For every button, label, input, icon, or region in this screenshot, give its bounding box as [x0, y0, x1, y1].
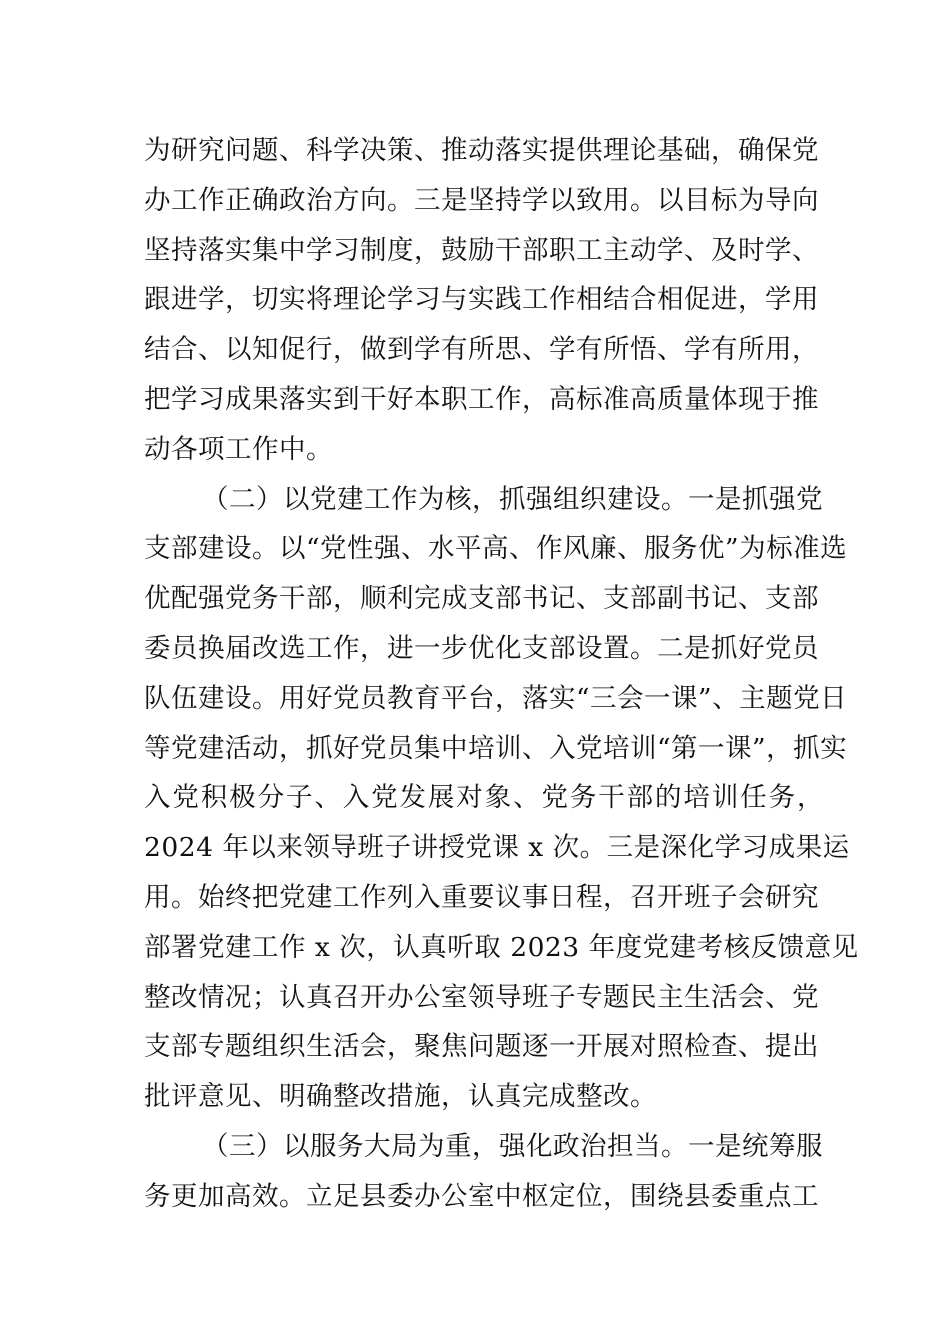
text-line: 办工作正确政治方向。三是坚持学以致用。以目标为导向: [144, 184, 819, 216]
text-line: 整改情况；认真召开办公室领导班子专题民主生活会、党: [144, 981, 819, 1013]
text-line: 为研究问题、科学决策、推动落实提供理论基础，确保党: [144, 135, 819, 166]
text-line: 把学习成果落实到干好本职工作，高标准高质量体现于推: [144, 383, 819, 415]
section-heading-line: （三）以服务大局为重，强化政治担当。一是统筹服: [202, 1130, 823, 1162]
text-line: 结合、以知促行，做到学有所思、学有所悟、学有所用，: [144, 334, 819, 366]
text-line: 入党积极分子、入党发展对象、党务干部的培训任务，: [144, 782, 824, 814]
text-line: 队伍建设。用好党员教育平台，落实“三会一课”、主题党日: [144, 682, 848, 714]
text-line: 跟进学，切实将理论学习与实践工作相结合相促进，学用: [144, 284, 819, 316]
section-heading-line: （二）以党建工作为核，抓强组织建设。一是抓强党: [202, 483, 823, 515]
text-line: 委员换届改选工作，进一步优化支部设置。二是抓好党员: [144, 632, 819, 664]
text-line: 坚持落实集中学习制度，鼓励干部职工主动学、及时学、: [144, 234, 819, 266]
text-line: 部署党建工作 x 次，认真听取 2023 年度党建考核反馈意见: [144, 931, 859, 963]
text-line: 批评意见、明确整改措施，认真完成整改。: [144, 1081, 657, 1113]
text-line: 支部建设。以“党性强、水平高、作风廉、服务优”为标准选: [144, 533, 848, 565]
text-line: 优配强党务干部，顺利完成支部书记、支部副书记、支部: [144, 583, 819, 615]
text-line: 2024 年以来领导班子讲授党课 x 次。三是深化学习成果运: [144, 832, 850, 864]
text-line: 用。始终把党建工作列入重要议事日程，召开班子会研究: [144, 881, 819, 913]
body-text: [144, 126, 859, 1222]
text-line: 动各项工作中。: [144, 433, 333, 465]
text-line: 支部专题组织生活会，聚焦问题逐一开展对照检查、提出: [144, 1031, 819, 1063]
text-line: 等党建活动，抓好党员集中培训、入党培训“第一课”，抓实: [144, 732, 848, 764]
text-line: 务更加高效。立足县委办公室中枢定位，围绕县委重点工: [144, 1180, 819, 1212]
